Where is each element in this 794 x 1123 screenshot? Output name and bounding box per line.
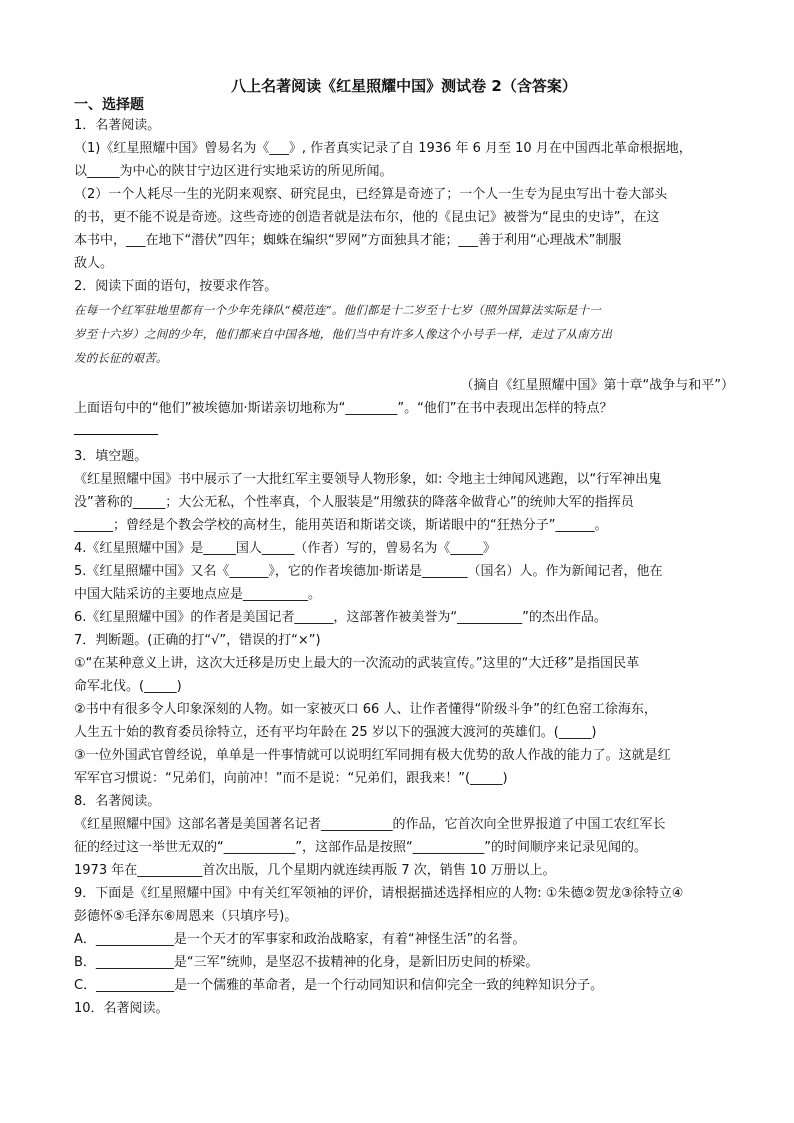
text-line: ①“在某种意义上讲，这次大迁移是历史上最大的一次流动的武装宣传。”这里的“大迁移”是指国民革 <box>74 656 640 671</box>
quote-line: 在每一个红军驻地里都有一个少年先锋队“模范连”。他们都是十二岁至十七岁（照外国算法实际是十一 <box>74 303 601 317</box>
section-heading: 一、选择题 <box>74 97 144 113</box>
text-line: ②书中有很多令人印象深刻的人物。如一家被灭口 66 人、让作者懂得“阶级斗争”的红色窑工徐海东， <box>74 702 657 717</box>
question-block-3 <box>74 445 734 1020</box>
text-line: 9．下面是《红星照耀中国》中有关红军领袖的评价，请根据描述选择相应的人物: ①朱德②贺龙③徐特立④ <box>74 886 684 901</box>
text-line: 本书中，___在地下“潜伏”四年；蜘蛛在编织“罗网”方面独具才能；___善于利用“心理战术”制服 <box>74 233 622 248</box>
text-line: ③一位外国武官曾经说，单单是一件事情就可以说明红军同拥有极大优势的敌人作战的能力了。这就是红 <box>74 748 671 763</box>
text-line: 《红星照耀中国》这部名著是美国著名记者___________的作品，它首次向全世界报道了中国工农红军长 <box>74 817 666 832</box>
text-line: 8．名著阅读。 <box>74 794 161 809</box>
text-line: 10．名著阅读。 <box>74 1001 169 1016</box>
text-line: （2）一个人耗尽一生的光阴来观察、研究昆虫，已经算是奇迹了；一个人一生专为昆虫写出十卷大部头 <box>74 187 668 202</box>
question-block-1 <box>74 114 734 298</box>
text-line: 命军北伐。(_____) <box>74 679 182 694</box>
text-line: B．____________是“三军”统帅，是坚忍不拔精神的化身，是新旧历史间的桥梁。 <box>74 955 539 970</box>
text-line: 人生五十始的教育委员徐特立，还有平均年龄在 25 岁以下的强渡大渡河的英雄们。(_____) <box>74 725 597 740</box>
text-line: 中国大陆采访的主要地点应是__________。 <box>74 587 322 602</box>
text-line: ______；曾经是个教会学校的高材生，能用英语和斯诺交谈，斯诺眼中的“狂热分子”______。 <box>74 518 608 533</box>
quote-line: 岁至十六岁）之间的少年，他们都来自中国各地，他们当中有许多人像这个小号手一样，走过了从南方出 <box>74 327 613 341</box>
text-line: A．____________是一个天才的军事家和政治战略家，有着“神怪生活”的名誉。 <box>74 932 526 947</box>
document-page <box>74 76 734 1020</box>
text-line: 2．阅读下面的语句，按要求作答。 <box>74 279 278 294</box>
page-title: 八上名著阅读《红星照耀中国》测试卷 2（含答案） <box>231 77 577 95</box>
answer-blank[interactable] <box>74 422 158 435</box>
text-line: 征的经过这一举世无双的“___________”，这部作品是按照“___________”的时间顺序来记录见闻的。 <box>74 840 647 855</box>
text-line: 的书，更不能不说是奇迹。这些奇迹的创造者就是法布尔，他的《昆虫记》被誉为“昆虫的史诗”，在这 <box>74 210 660 225</box>
text-line: 3．填空题。 <box>74 449 148 464</box>
text-line: 1973 年在__________首次出版，几个星期内就连续再版 7 次，销售 10 万册以上。 <box>74 863 556 878</box>
quote-source: （摘自《红星照耀中国》第十章“战争与和平”） <box>460 378 734 393</box>
text-line: 上面语句中的“他们”被埃德加·斯诺亲切地称为“________”。“他们”在书中表现出怎样的特点？ <box>74 401 613 416</box>
text-line: 6.《红星照耀中国》的作者是美国记者______，这部著作被美誉为“__________”的杰出作品。 <box>74 610 607 625</box>
text-line: 敌人。 <box>74 256 114 271</box>
text-line: 1．名著阅读。 <box>74 118 161 133</box>
text-line: 军军官习惯说：“兄弟们，向前冲！”而不是说：“兄弟们，跟我来！”(_____) <box>74 771 508 786</box>
text-line: 4.《红星照耀中国》是_____国人_____（作者）写的，曾易名为《_____》 <box>74 541 496 556</box>
text-line: 以_____为中心的陕甘宁边区进行实地采访的所见所闻。 <box>74 164 393 179</box>
text-line: 5.《红星照耀中国》又名《______》，它的作者埃德加·斯诺是_______（国名）人。作为新闻记者，他在 <box>74 564 663 579</box>
text-line: 7．判断题。(正确的打“√”，错误的打“×”) <box>74 633 321 648</box>
text-line: 《红星照耀中国》书中展示了一大批红军主要领导人物形象，如: 令地主士绅闻风逃跑，以“行军神出鬼 <box>74 472 662 487</box>
quote-passage <box>74 298 734 370</box>
quote-line: 发的长征的艰苦。 <box>74 351 168 365</box>
text-line: 彭德怀⑤毛泽东⑥周恩来（只填序号)。 <box>74 909 298 924</box>
text-line: C．____________是一个儒雅的革命者，是一个行动同知识和信仰完全一致的纯粹知识分子。 <box>74 978 604 993</box>
text-line: 没”著称的_____；大公无私，个性率真，个人服装是“用缴获的降落伞做背心”的统帅大军的指挥员 <box>74 495 634 510</box>
text-line: （1)《红星照耀中国》曾易名为《___》, 作者真实记录了自 1936 年 6 月至 10 月在中国西北革命根据地， <box>74 141 692 156</box>
